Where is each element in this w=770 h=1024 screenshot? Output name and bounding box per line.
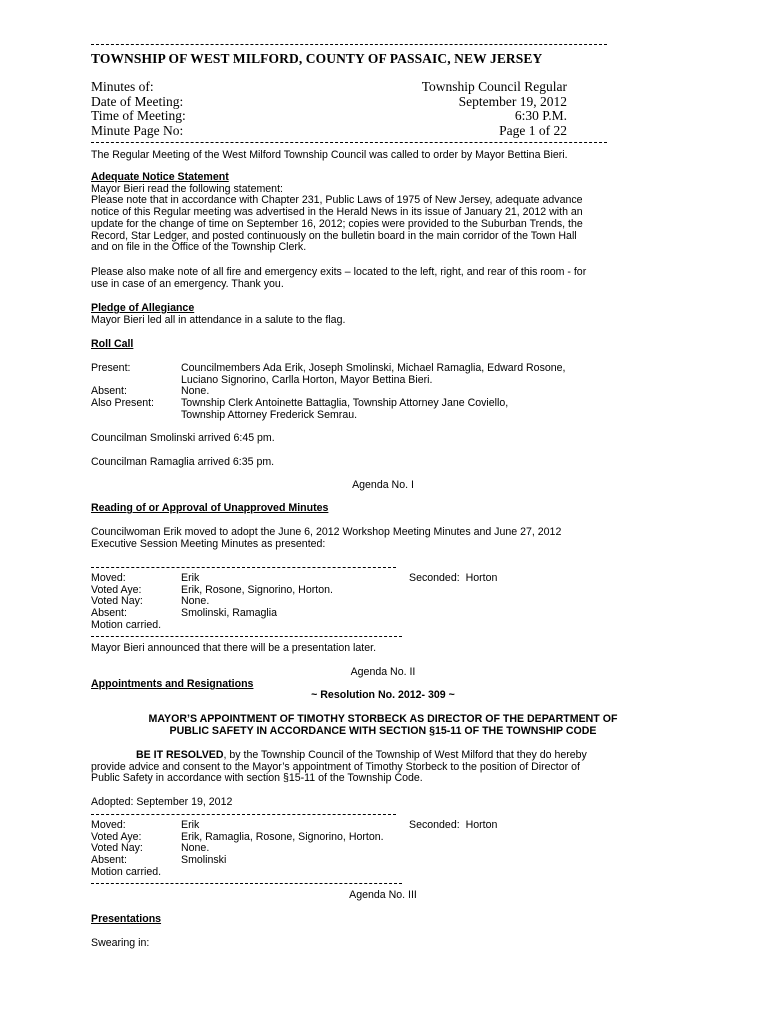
roll-call-line: Township Clerk Antoinette Battaglia, Township Attorney Jane Coviello, [181,397,509,409]
header-value-page: Page 1 of 22 [499,122,567,138]
header-value-minutes: Township Council Regular [421,79,567,94]
agenda-1-label: Agenda No. I [352,479,414,491]
vote-label: Voted Nay: [91,595,143,608]
header-label-page: Minute Page No: [91,122,184,138]
vote-label: Seconded: [409,572,460,584]
pledge-heading: Pledge of Allegiance [91,302,195,314]
header-labels [91,80,186,138]
roll-call-heading: Roll Call [91,338,134,350]
vote-bottom-rule [91,636,402,638]
arrival-ramaglia: Councilman Ramaglia arrived 6:35 pm. [91,456,275,468]
vote-label: Voted Nay: [91,842,143,855]
header-label-time: Time of Meeting: [91,108,186,123]
pledge-section [91,303,345,326]
vote-top-rule [91,814,396,816]
vote-1-seconded [409,573,497,585]
notice-line: Record, Star Ledger, and posted continuously on the bulletin board in the main corridor of the Town Hall [91,229,577,242]
roll-call-line: Township Attorney Frederick Semrau. [181,408,358,421]
vote-value: Horton [465,819,498,831]
resolution-text: , by the Township Council of the Township of West Milford that they do hereby [223,749,587,761]
vote-label: Absent: [91,854,127,867]
vote-label: Moved: [91,819,126,831]
resolution-title-line: MAYOR’S APPOINTMENT OF TIMOTHY STORBECK AS DIRECTOR OF THE DEPARTMENT OF [148,713,618,725]
roll-call-line: Luciano Signorino, Carlla Horton, Mayor Bettina Bieri. [181,373,433,386]
resolution-first-line [91,750,691,762]
adequate-notice-section [91,172,691,254]
header-bottom-rule [91,142,607,144]
notice-line: use in case of an emergency. Thank you. [91,277,284,290]
emergency-exits-note [91,267,691,290]
roll-call-absent-label: Absent: [91,385,127,397]
vote-value: Horton [465,572,498,584]
agenda-3-heading: Presentations [91,913,162,925]
arrival-smolinski: Councilman Smolinski arrived 6:45 pm. [91,432,275,444]
resolution-title-line: PUBLIC SAFETY IN ACCORDANCE WITH SECTION §15-11 OF THE TOWNSHIP CODE [169,724,597,737]
resolution-number: ~ Resolution No. 2012- 309 ~ [311,689,455,701]
vote-value: Smolinski [181,854,227,867]
call-to-order: The Regular Meeting of the West Milford Township Council was called to order by Mayor Bettina Bieri. [91,149,568,161]
vote-bottom-rule [91,883,402,885]
roll-call-present-label: Present: [91,362,131,374]
roll-call-line: Councilmembers Ada Erik, Joseph Smolinski, Michael Ramaglia, Edward Rosone, [181,362,566,374]
motion-line: Councilwoman Erik moved to adopt the June 6, 2012 Workshop Meeting Minutes and June 27, 2012 [91,526,562,538]
agenda-2-label: Agenda No. II [350,666,416,678]
vote-result: Motion carried. [91,618,162,631]
swearing-in: Swearing in: [91,937,150,949]
agenda-2-heading: Appointments and Resignations [91,678,254,690]
vote-2-values [181,820,384,867]
notice-line: update for the change of time on September 16, 2012; copies were provided to the Suburban Trends, the [91,217,583,230]
presentation-announcement: Mayor Bieri announced that there will be a presentation later. [91,642,377,654]
resolution-text: provide advice and consent to the Mayor’s appointment of Timothy Storbeck to the position of Director of [91,760,580,773]
vote-value: Erik, Rosone, Signorino, Horton. [181,583,333,596]
roll-call-also-present-label: Also Present: [91,397,155,409]
vote-top-rule [91,567,396,569]
header-top-rule [91,44,607,46]
agenda-3-label: Agenda No. III [349,889,417,901]
vote-label: Voted Aye: [91,583,142,596]
vote-2-labels [91,820,161,879]
adequate-notice-intro: Mayor Bieri read the following statement: [91,182,283,195]
notice-line: Please note that in accordance with Chapter 231, Public Laws of 1975 of New Jersey, adequate advance [91,194,583,207]
resolution-title [91,714,675,737]
vote-label: Voted Aye: [91,830,142,843]
vote-value: Erik [181,819,200,831]
header-label-minutes: Minutes of: [91,79,154,94]
pledge-text: Mayor Bieri led all in attendance in a salute to the flag. [91,313,346,326]
roll-call-absent-names: None. [181,385,210,397]
header-value-date: September 19, 2012 [458,93,567,109]
adequate-notice-heading: Adequate Notice Statement [91,171,229,183]
notice-line: Please also make note of all fire and emergency exits – located to the left, right, and rear of this room - for [91,266,587,278]
vote-value: Erik, Ramaglia, Rosone, Signorino, Horton. [181,830,384,843]
vote-value: None. [181,842,210,855]
header-label-date: Date of Meeting: [91,93,184,109]
adopted-date: Adopted: September 19, 2012 [91,796,233,808]
motion-line: Executive Session Meeting Minutes as presented: [91,537,326,550]
resolution-text: Public Safety in accordance with section §15-11 of the Township Code. [91,772,423,785]
vote-value: None. [181,595,210,608]
be-it-resolved: BE IT RESOLVED [136,749,224,761]
vote-value: Erik [181,572,200,584]
notice-line: and on file in the Office of the Township Clerk. [91,241,307,254]
resolution-body [91,750,691,785]
vote-result: Motion carried. [91,865,162,878]
township-title: TOWNSHIP OF WEST MILFORD, COUNTY OF PASSAIC, NEW JERSEY [91,51,543,66]
header-value-time: 6:30 P.M. [514,108,567,123]
header-values [370,80,567,138]
vote-label: Absent: [91,607,127,620]
vote-1-values [181,573,333,620]
vote-value: Smolinski, Ramaglia [181,607,277,620]
agenda-1-heading: Reading of or Approval of Unapproved Minutes [91,502,329,514]
vote-label: Moved: [91,572,126,584]
roll-call-present-names [181,363,565,386]
roll-call-also-present-names [181,398,508,421]
notice-line: notice of this Regular meeting was advertised in the Herald News in its issue of January 21, 2012 with an [91,206,583,219]
vote-1-labels [91,573,161,632]
vote-label: Seconded: [409,819,460,831]
vote-2-seconded [409,820,497,832]
agenda-1-motion [91,527,561,550]
